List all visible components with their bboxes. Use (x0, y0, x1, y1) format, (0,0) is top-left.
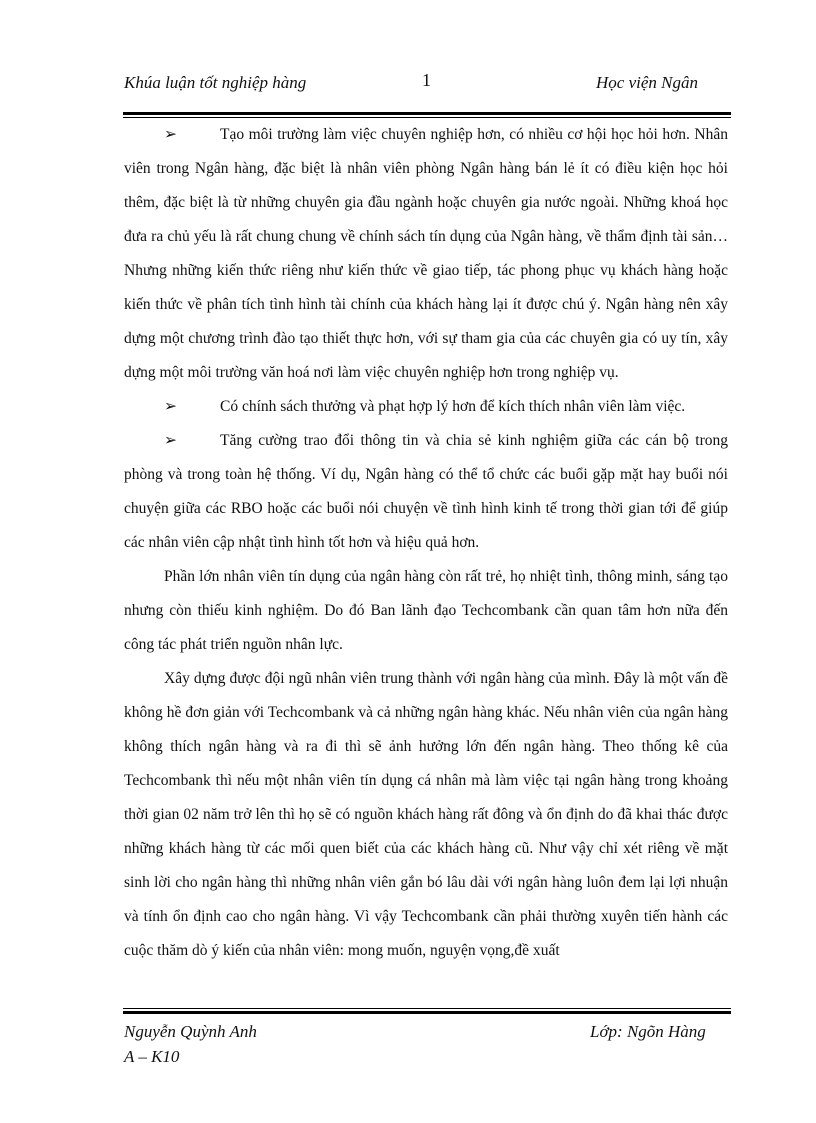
paragraph-text: Tạo môi trường làm việc chuyên nghiệp hơn, có nhiều cơ hội học hỏi hơn. Nhân viên trong Ngân hàng, đặc biệt là nhân viên phòng Ngân hàng bán lẻ ít có điều kiện học hỏi thêm, đặc biệt là từ những chuyên gia đầu ngành hoặc chuyên gia nước ngoài. Những khoá học đưa ra chủ yếu là rất chung chung về chính sách tín dụng của Ngân hàng, về thẩm định tài sản… Nhưng những kiến thức riêng như kiến thức về giao tiếp, tác phong phục vụ khách hàng hoặc kiến thức về phân tích tình hình tài chính của khách hàng lại ít được chú ý. Ngân hàng nên xây dựng một chương trình đào tạo thiết thực hơn, với sự tham gia của các chuyên gia có uy tín, xây dựng một môi trường văn hoá nơi làm việc chuyên nghiệp hơn trong nghiệp vụ. (124, 126, 728, 381)
arrow-bullet-icon: ➢ (164, 432, 177, 449)
header-right-title: Học viện Ngân (596, 73, 698, 92)
paragraph-text: Có chính sách thưởng và phạt hợp lý hơn để kích thích nhân viên làm việc. (220, 398, 686, 415)
footer-author-class: A – K10 (124, 1047, 180, 1066)
footer-rule (123, 1008, 731, 1014)
header-left-title: Khúa luận tốt nghiệp hàng (124, 73, 307, 92)
bullet-paragraph (124, 390, 728, 424)
paragraph (124, 560, 728, 662)
footer-author (124, 1019, 257, 1069)
footer-class: Lớp: Ngõn Hàng (590, 1022, 706, 1041)
page-number: 1 (422, 70, 431, 90)
paragraph-text: Phần lớn nhân viên tín dụng của ngân hàng còn rất trẻ, họ nhiệt tình, thông minh, sáng tạo nhưng còn thiếu kinh nghiệm. Do đó Ban lãnh đạo Techcombank cần quan tâm hơn nữa đến công tác phát triển nguồn nhân lực. (124, 568, 728, 653)
paragraph (124, 662, 728, 968)
footer-author-name: Nguyễn Quỳnh Anh (124, 1022, 257, 1041)
document-body (124, 118, 728, 968)
arrow-bullet-icon: ➢ (164, 126, 177, 143)
paragraph-text: Xây dựng được đội ngũ nhân viên trung thành với ngân hàng của mình. Đây là một vấn đề không hề đơn giản với Techcombank và cả những ngân hàng khác. Nếu nhân viên của ngân hàng không thích ngân hàng và ra đi thì sẽ ảnh hưởng lớn đến ngân hàng. Theo thống kê của Techcombank thì nếu một nhân viên tín dụng cá nhân mà làm việc tại ngân hàng trong khoảng thời gian 02 năm trở lên thì họ sẽ có nguồn khách hàng rất đông và ổn định do đã khai thác được những khách hàng từ các mối quen biết của các khách hàng cũ. Như vậy chỉ xét riêng về mặt sinh lời cho ngân hàng thì những nhân viên gắn bó lâu dài với ngân hàng luôn đem lại lợi nhuận và tính ổn định cao cho ngân hàng. Vì vậy Techcombank cần phải thường xuyên tiến hành các cuộc thăm dò ý kiến của nhân viên: mong muốn, nguyện vọng,đề xuất (124, 670, 728, 959)
paragraph-text: Tăng cường trao đổi thông tin và chia sẻ kinh nghiệm giữa các cán bộ trong phòng và trong toàn hệ thống. Ví dụ, Ngân hàng có thể tổ chức các buổi gặp mặt hay buổi nói chuyện giữa các RBO hoặc các buổi nói chuyện về tình hình kinh tế trong thời gian tới để giúp các nhân viên cập nhật tình hình tốt hơn và hiệu quả hơn. (124, 432, 728, 551)
arrow-bullet-icon: ➢ (164, 398, 177, 415)
bullet-paragraph (124, 118, 728, 390)
bullet-paragraph (124, 424, 728, 560)
